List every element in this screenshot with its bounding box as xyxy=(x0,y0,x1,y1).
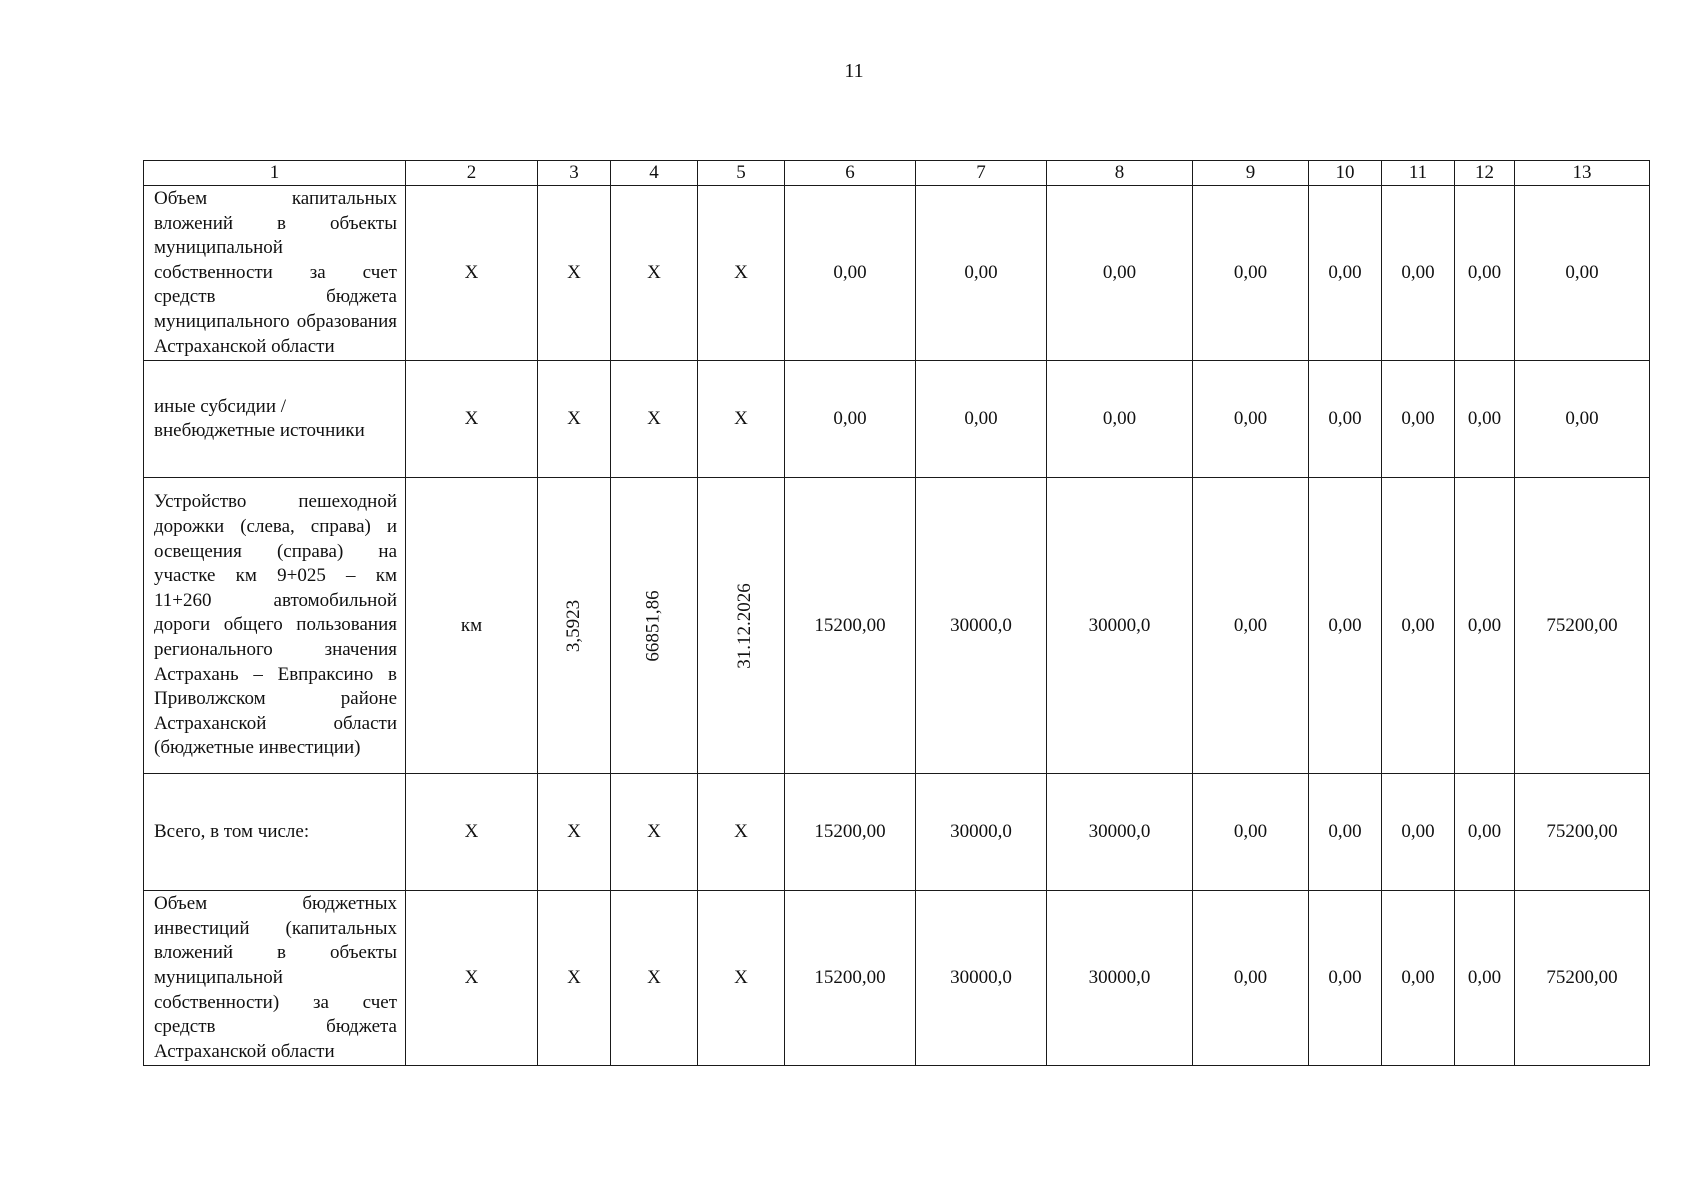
column-number: 7 xyxy=(916,161,1047,186)
value-cell: 0,00 xyxy=(1455,891,1515,1066)
row-description: иные субсидии / внебюджетные источники xyxy=(144,361,406,478)
value-cell: 30000,0 xyxy=(916,891,1047,1066)
value-cell: 0,00 xyxy=(1309,478,1382,774)
column-number: 3 xyxy=(538,161,611,186)
column-number: 13 xyxy=(1515,161,1650,186)
completion-date-cell: X xyxy=(698,361,785,478)
value-cell: 15200,00 xyxy=(785,478,916,774)
table-row xyxy=(144,361,1650,478)
value-cell: 0,00 xyxy=(785,361,916,478)
estimated-cost-cell: X xyxy=(611,891,698,1066)
value-cell: 0,00 xyxy=(785,186,916,361)
value-cell: 0,00 xyxy=(1047,186,1193,361)
completion-date-cell: X xyxy=(698,774,785,891)
value-cell: 0,00 xyxy=(1047,361,1193,478)
unit-cell: км xyxy=(406,478,538,774)
capacity-cell xyxy=(538,478,611,774)
column-number: 6 xyxy=(785,161,916,186)
row-description: Устройство пешеходной дорожки (слева, справа) и освещения (справа) на участке км 9+025 – км 11+260 автомобильной дороги общего пользования регионального значения Астрахань – Евпраксино в Приволжском районе Астраханской области (бюджетные инвестиции) xyxy=(144,478,406,774)
column-number: 11 xyxy=(1382,161,1455,186)
value-cell: 0,00 xyxy=(1309,774,1382,891)
value-cell: 75200,00 xyxy=(1515,891,1650,1066)
value-cell: 15200,00 xyxy=(785,774,916,891)
column-number: 10 xyxy=(1309,161,1382,186)
estimated-cost-cell: X xyxy=(611,774,698,891)
value-cell: 30000,0 xyxy=(916,774,1047,891)
value-cell: 0,00 xyxy=(916,361,1047,478)
value-cell: 0,00 xyxy=(1193,361,1309,478)
table-row xyxy=(144,774,1650,891)
budget-table xyxy=(143,160,1650,1066)
value-cell: 0,00 xyxy=(1455,186,1515,361)
value-cell: 0,00 xyxy=(1382,361,1455,478)
value-cell: 0,00 xyxy=(1382,891,1455,1066)
value-cell: 0,00 xyxy=(1455,361,1515,478)
value-cell: 30000,0 xyxy=(1047,891,1193,1066)
value-cell: 0,00 xyxy=(1382,186,1455,361)
unit-cell: X xyxy=(406,891,538,1066)
capacity-cell: X xyxy=(538,774,611,891)
value-cell: 0,00 xyxy=(1309,186,1382,361)
column-number: 9 xyxy=(1193,161,1309,186)
value-cell: 0,00 xyxy=(1515,186,1650,361)
unit-cell: X xyxy=(406,774,538,891)
capacity-value: 3,5923 xyxy=(563,599,584,652)
completion-date-cell: X xyxy=(698,891,785,1066)
value-cell: 0,00 xyxy=(1515,361,1650,478)
row-description: Объем капитальных вложений в объекты муниципальной собственности за счет средств бюджета муниципального образования Астраханской области xyxy=(144,186,406,361)
capacity-cell: X xyxy=(538,186,611,361)
value-cell: 0,00 xyxy=(916,186,1047,361)
value-cell: 0,00 xyxy=(1455,478,1515,774)
capacity-cell: X xyxy=(538,361,611,478)
estimated-cost-value: 66851,86 xyxy=(643,590,664,662)
column-number: 1 xyxy=(144,161,406,186)
value-cell: 30000,0 xyxy=(1047,774,1193,891)
column-number: 2 xyxy=(406,161,538,186)
page-number: 11 xyxy=(844,60,864,82)
column-number: 8 xyxy=(1047,161,1193,186)
row-description: Всего, в том числе: xyxy=(144,774,406,891)
value-cell: 0,00 xyxy=(1193,478,1309,774)
estimated-cost-cell: X xyxy=(611,186,698,361)
value-cell: 75200,00 xyxy=(1515,774,1650,891)
estimated-cost-cell: X xyxy=(611,361,698,478)
value-cell: 0,00 xyxy=(1455,774,1515,891)
estimated-cost-cell xyxy=(611,478,698,774)
value-cell: 30000,0 xyxy=(1047,478,1193,774)
value-cell: 0,00 xyxy=(1382,774,1455,891)
value-cell: 0,00 xyxy=(1309,891,1382,1066)
table-row xyxy=(144,891,1650,1066)
completion-date-cell xyxy=(698,478,785,774)
capacity-cell: X xyxy=(538,891,611,1066)
value-cell: 0,00 xyxy=(1193,891,1309,1066)
value-cell: 75200,00 xyxy=(1515,478,1650,774)
value-cell: 15200,00 xyxy=(785,891,916,1066)
value-cell: 0,00 xyxy=(1309,361,1382,478)
value-cell: 30000,0 xyxy=(916,478,1047,774)
table-row xyxy=(144,478,1650,774)
column-number: 4 xyxy=(611,161,698,186)
value-cell: 0,00 xyxy=(1193,774,1309,891)
table-row xyxy=(144,186,1650,361)
row-description: Объем бюджетных инвестиций (капитальных вложений в объекты муниципальной собственности) за счет средств бюджета Астраханской области xyxy=(144,891,406,1066)
value-cell: 0,00 xyxy=(1382,478,1455,774)
unit-cell: X xyxy=(406,361,538,478)
completion-date-value: 31.12.2026 xyxy=(733,582,755,669)
completion-date-cell: X xyxy=(698,186,785,361)
column-number: 12 xyxy=(1455,161,1515,186)
value-cell: 0,00 xyxy=(1193,186,1309,361)
unit-cell: X xyxy=(406,186,538,361)
column-number: 5 xyxy=(698,161,785,186)
column-number-row xyxy=(144,161,1650,186)
